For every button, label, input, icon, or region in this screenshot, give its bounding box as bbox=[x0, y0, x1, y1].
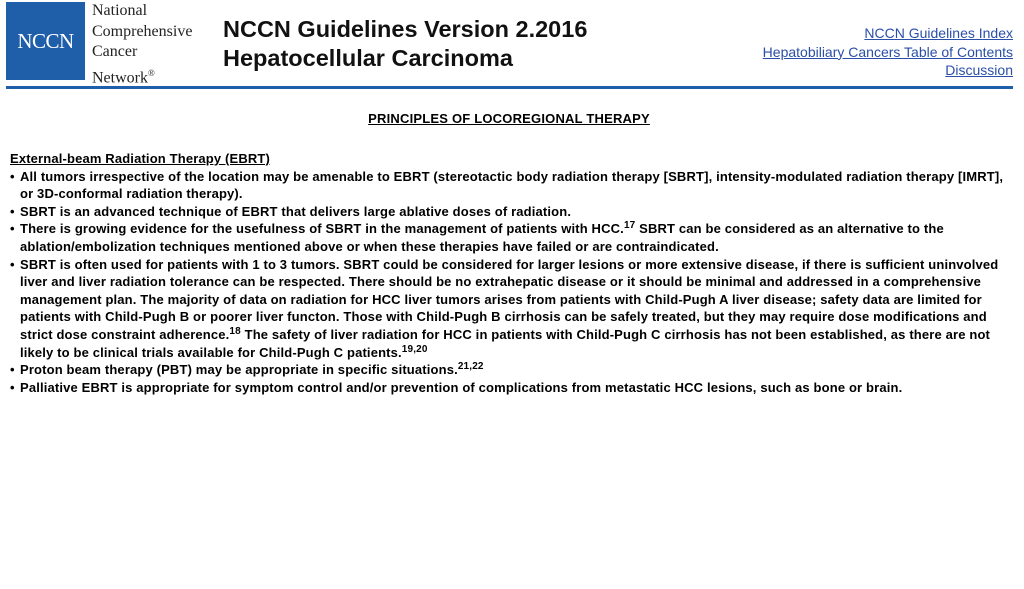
org-name-line: Comprehensive bbox=[92, 22, 193, 40]
bullet-text: Proton beam therapy (PBT) may be appropriate in specific situations. bbox=[20, 362, 458, 378]
subsection-title: External-beam Radiation Therapy (EBRT) bbox=[10, 151, 270, 166]
bullet-item bbox=[10, 379, 1010, 397]
reference-superscript: 19,20 bbox=[401, 343, 428, 355]
bullet-item bbox=[10, 220, 1010, 255]
discussion-link[interactable]: Discussion bbox=[945, 62, 1013, 78]
guideline-topic-title: Hepatocellular Carcinoma bbox=[223, 45, 513, 71]
bullet-item bbox=[10, 168, 1010, 203]
guidelines-index-link[interactable]: NCCN Guidelines Index bbox=[864, 25, 1013, 41]
navigation-links bbox=[763, 24, 1013, 80]
org-name-line: Network bbox=[92, 68, 148, 86]
bullet-text: SBRT can be considered as an alternative to the ablation/embolization techniques mentioned above or when these therapies have failed or are contraindicated. bbox=[20, 221, 944, 254]
trademark-symbol: ® bbox=[147, 67, 155, 78]
bullet-text: The safety of liver radiation for HCC in patients with Child-Pugh C cirrhosis has not been established, as there are not likely to be clinical trials available for Child-Pugh C patients. bbox=[20, 326, 991, 360]
nccn-logo bbox=[6, 2, 85, 80]
reference-superscript: 17 bbox=[623, 220, 636, 232]
bullet-text: SBRT is an advanced technique of EBRT that delivers large ablative doses of radiation. bbox=[20, 203, 572, 219]
org-name-line-last bbox=[92, 63, 192, 89]
bullet-item bbox=[10, 256, 1010, 362]
header-divider bbox=[6, 86, 1013, 89]
bullet-text: SBRT is often used for patients with 1 to 3 tumors. SBRT could be considered for larger lesions or more extensive disease, if there is sufficient uninvolved liver and liver radiation tolerance can be respected. There should be no extrahepatic disease or it should be minimal and addressed in a comprehensive management plan. The majority of data on radiation for HCC liver tumors arises from patients with Child-Pugh A liver disease; safety data are limited for patients with Child-Pugh B or poorer liver functon. Those with Child-Pugh B cirrhosis can be safely treated, but they may require dose modifications and strict dose constraint adherence. bbox=[20, 256, 999, 342]
reference-superscript: 18 bbox=[229, 325, 241, 337]
reference-superscript: 21,22 bbox=[457, 361, 484, 373]
section-heading: PRINCIPLES OF LOCOREGIONAL THERAPY bbox=[368, 111, 650, 126]
org-name-line: Cancer bbox=[92, 43, 138, 60]
organization-name bbox=[92, 1, 192, 88]
guideline-version-title: NCCN Guidelines Version 2.2016 bbox=[223, 16, 588, 42]
bullet-item bbox=[10, 203, 1010, 221]
content-body bbox=[10, 150, 1010, 396]
page-title bbox=[223, 15, 587, 73]
bullet-text: There is growing evidence for the usefulness of SBRT in the management of patients with HCC. bbox=[20, 221, 624, 237]
logo-text: NCCN bbox=[17, 28, 74, 53]
table-of-contents-link[interactable]: Hepatobiliary Cancers Table of Contents bbox=[762, 43, 1013, 60]
bullet-list bbox=[10, 168, 1010, 397]
bullet-text: Palliative EBRT is appropriate for symptom control and/or prevention of complications from metastatic HCC lesions, such as bone or brain. bbox=[20, 379, 903, 395]
bullet-text: All tumors irrespective of the location may be amenable to EBRT (stereotactic body radiation therapy [SBRT], intensity-modulated radiation therapy [IMRT], or 3D-conformal radiation therapy). bbox=[20, 168, 1004, 202]
bullet-item bbox=[10, 361, 1010, 379]
org-name-line: National bbox=[92, 2, 148, 19]
